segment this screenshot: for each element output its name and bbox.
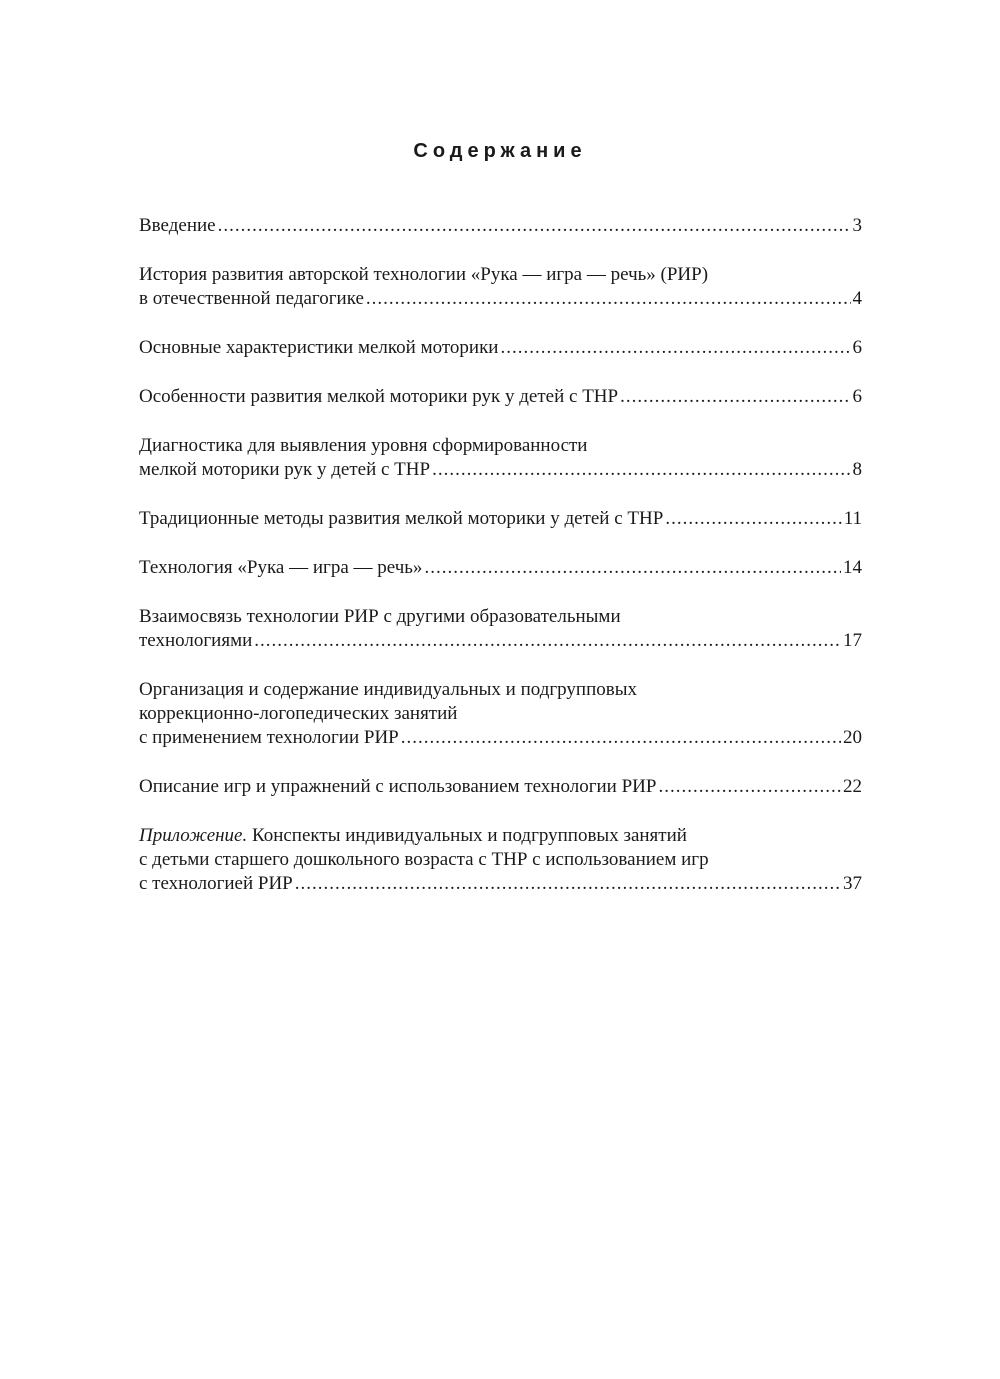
toc-entry-line <box>139 507 862 531</box>
toc-entry-text: коррекционно-логопедических занятий <box>139 703 458 724</box>
toc-entry-line <box>139 556 862 580</box>
toc-entry <box>139 605 862 653</box>
toc-entry-text: Организация и содержание индивидуальных и подгрупповых <box>139 679 638 700</box>
toc-page-number: 17 <box>843 630 862 651</box>
toc-leader-dots <box>500 336 850 360</box>
toc-leader-dots <box>432 458 850 482</box>
toc-page-number: 6 <box>852 386 862 407</box>
toc-page-number: 4 <box>852 288 862 309</box>
toc-leader-dots <box>218 214 851 238</box>
toc-entry-text: Основные характеристики мелкой моторики <box>139 337 499 358</box>
toc-entry-text: Диагностика для выявления уровня сформированности <box>139 435 588 456</box>
toc-entry <box>139 263 862 311</box>
toc-entry-text: технологиями <box>139 630 253 651</box>
toc-leader-dots <box>295 872 841 896</box>
toc-leader-dots <box>401 726 841 750</box>
toc-leader-dots <box>620 385 850 409</box>
toc-entry-line <box>139 458 862 482</box>
toc-entry-text: мелкой моторики рук у детей с ТНР <box>139 459 431 480</box>
toc-entry-text: с технологией РИР <box>139 873 293 894</box>
toc-page-number: 8 <box>852 459 862 480</box>
toc-entry-text: Описание игр и упражнений с использованием технологии РИР <box>139 776 657 797</box>
toc-entry <box>139 556 862 580</box>
toc-entry <box>139 434 862 482</box>
toc-entry-line <box>139 775 862 799</box>
toc-entry <box>139 336 862 360</box>
toc-entry-text: История развития авторской технологии «Рука — игра — речь» (РИР) <box>139 264 709 285</box>
toc-page-number: 14 <box>843 557 862 578</box>
toc-entry-text: с применением технологии РИР <box>139 727 399 748</box>
toc-leader-dots <box>665 507 841 531</box>
toc-entry-line <box>139 287 862 311</box>
toc-page-number: 11 <box>843 508 862 529</box>
toc-entry <box>139 507 862 531</box>
toc-entry-text: в отечественной педагогике <box>139 288 364 309</box>
toc-entry <box>139 775 862 799</box>
toc-entry-text: Конспекты индивидуальных и подгрупповых занятий <box>247 825 687 846</box>
toc-entry-text: Традиционные методы развития мелкой моторики у детей с ТНР <box>139 508 664 529</box>
toc-entry-line <box>139 726 862 750</box>
toc-entry-text: Взаимосвязь технологии РИР с другими образовательными <box>139 606 621 627</box>
toc-page-number: 6 <box>852 337 862 358</box>
table-of-contents <box>139 214 862 921</box>
toc-entry-text: Технология «Рука — игра — речь» <box>139 557 423 578</box>
toc-leader-dots <box>658 775 841 799</box>
toc-entry-text: с детьми старшего дошкольного возраста с ТНР с использованием игр <box>139 849 709 870</box>
toc-page-number: 3 <box>852 215 862 236</box>
toc-leader-dots <box>366 287 851 311</box>
toc-entry-text <box>139 824 862 848</box>
toc-entry <box>139 385 862 409</box>
appendix-label: Приложение. <box>139 825 248 846</box>
toc-entry-line <box>139 336 862 360</box>
toc-entry-line <box>139 385 862 409</box>
toc-entry-line <box>139 872 862 896</box>
toc-entry <box>139 678 862 750</box>
toc-entry <box>139 214 862 238</box>
toc-entry-appendix <box>139 824 862 896</box>
toc-entry-line <box>139 214 862 238</box>
toc-entry-line <box>139 629 862 653</box>
page-title: Содержание <box>413 140 587 162</box>
toc-entry-text: Введение <box>139 215 216 236</box>
toc-page-number: 22 <box>843 776 862 797</box>
toc-entry-text: Особенности развития мелкой моторики рук у детей с ТНР <box>139 386 619 407</box>
toc-leader-dots <box>424 556 841 580</box>
toc-page-number: 37 <box>843 873 862 894</box>
toc-leader-dots <box>254 629 841 653</box>
toc-page-number: 20 <box>843 727 862 748</box>
